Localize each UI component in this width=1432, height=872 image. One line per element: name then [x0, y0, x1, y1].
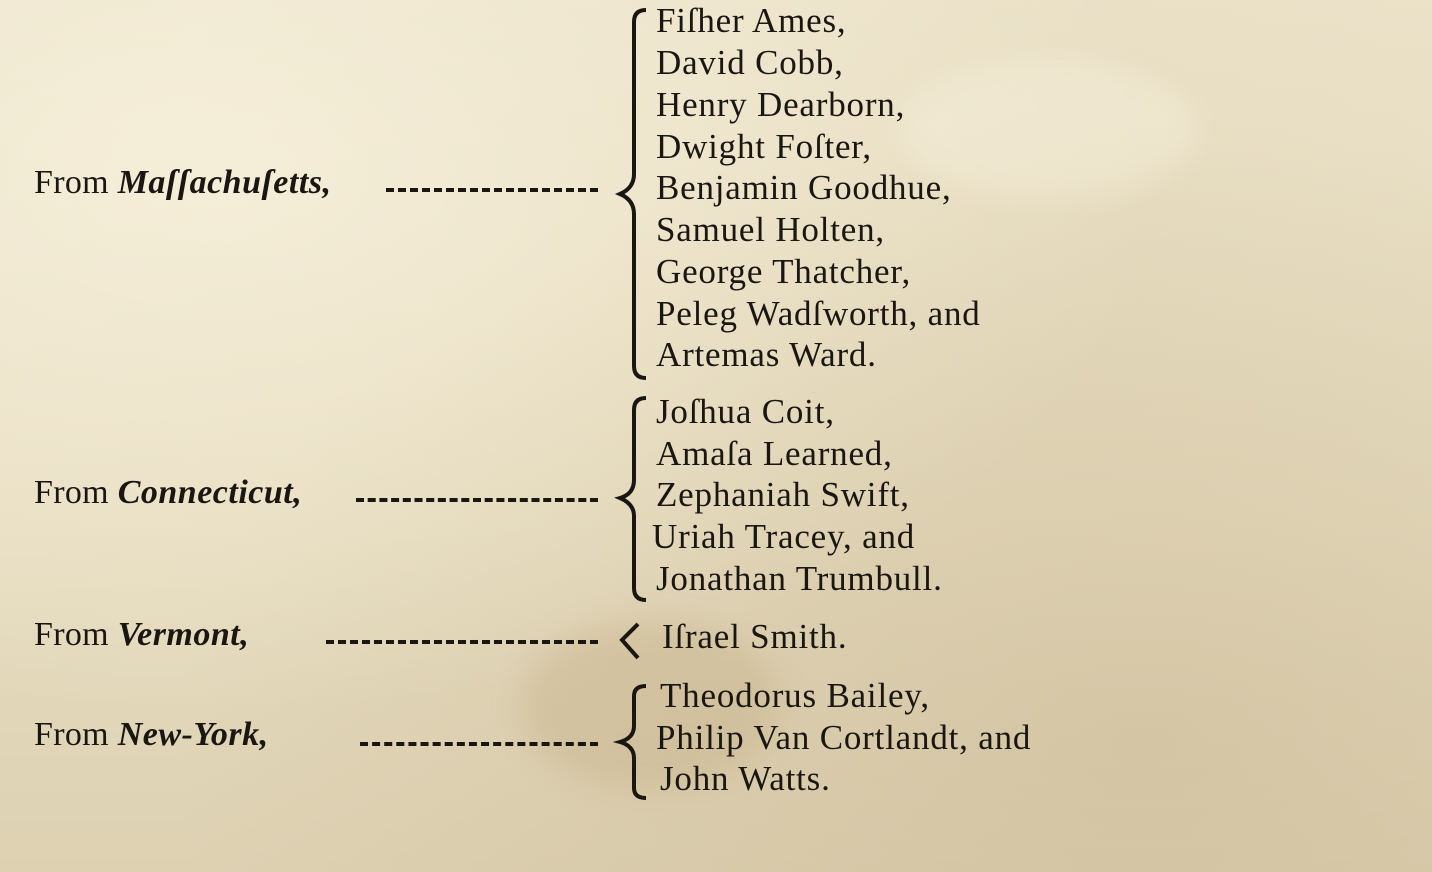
member-name: Dwight Foſter, — [656, 127, 872, 166]
state-label-massachusetts — [34, 164, 332, 202]
member-name: Uriah Tracey, and — [652, 517, 916, 556]
left-brace-icon — [612, 6, 652, 382]
state-name: New-York, — [117, 716, 269, 753]
state-name: Connecticut, — [117, 474, 303, 511]
state-prefix: From — [34, 164, 109, 201]
state-prefix: From — [34, 616, 109, 653]
left-brace-icon — [612, 394, 652, 604]
state-name: Maſſachuſetts, — [117, 164, 332, 201]
dotted-leader — [356, 498, 598, 502]
member-name: Henry Dearborn, — [656, 85, 906, 124]
member-name: John Watts. — [660, 759, 831, 798]
member-name: Zephaniah Swift, — [656, 475, 910, 514]
member-name: Samuel Holten, — [656, 210, 885, 249]
dotted-leader — [386, 188, 598, 192]
state-name: Vermont, — [117, 616, 250, 653]
member-name: Philip Van Cortlandt, and — [656, 718, 1032, 757]
state-prefix: From — [34, 474, 109, 511]
member-name: George Thatcher, — [656, 252, 911, 291]
member-name: Peleg Wadſworth, and — [656, 294, 981, 333]
state-label-new-york — [34, 716, 269, 754]
member-name: Fiſher Ames, — [656, 1, 847, 40]
member-name: Jonathan Trumbull. — [656, 559, 943, 598]
state-label-vermont — [34, 616, 249, 654]
dotted-leader — [326, 640, 598, 644]
member-name: David Cobb, — [656, 43, 844, 82]
member-name: Artemas Ward. — [656, 335, 877, 374]
member-name: Amaſa Learned, — [656, 434, 893, 473]
dotted-leader — [360, 742, 598, 746]
left-brace-icon — [612, 682, 652, 802]
state-prefix: From — [34, 716, 109, 753]
left-brace-icon — [614, 622, 644, 662]
member-name: Joſhua Coit, — [656, 392, 835, 431]
member-name: Theodorus Bailey, — [660, 676, 930, 715]
member-name: Iſrael Smith. — [662, 617, 848, 656]
member-name: Benjamin Goodhue, — [656, 168, 952, 207]
state-label-connecticut — [34, 474, 302, 512]
